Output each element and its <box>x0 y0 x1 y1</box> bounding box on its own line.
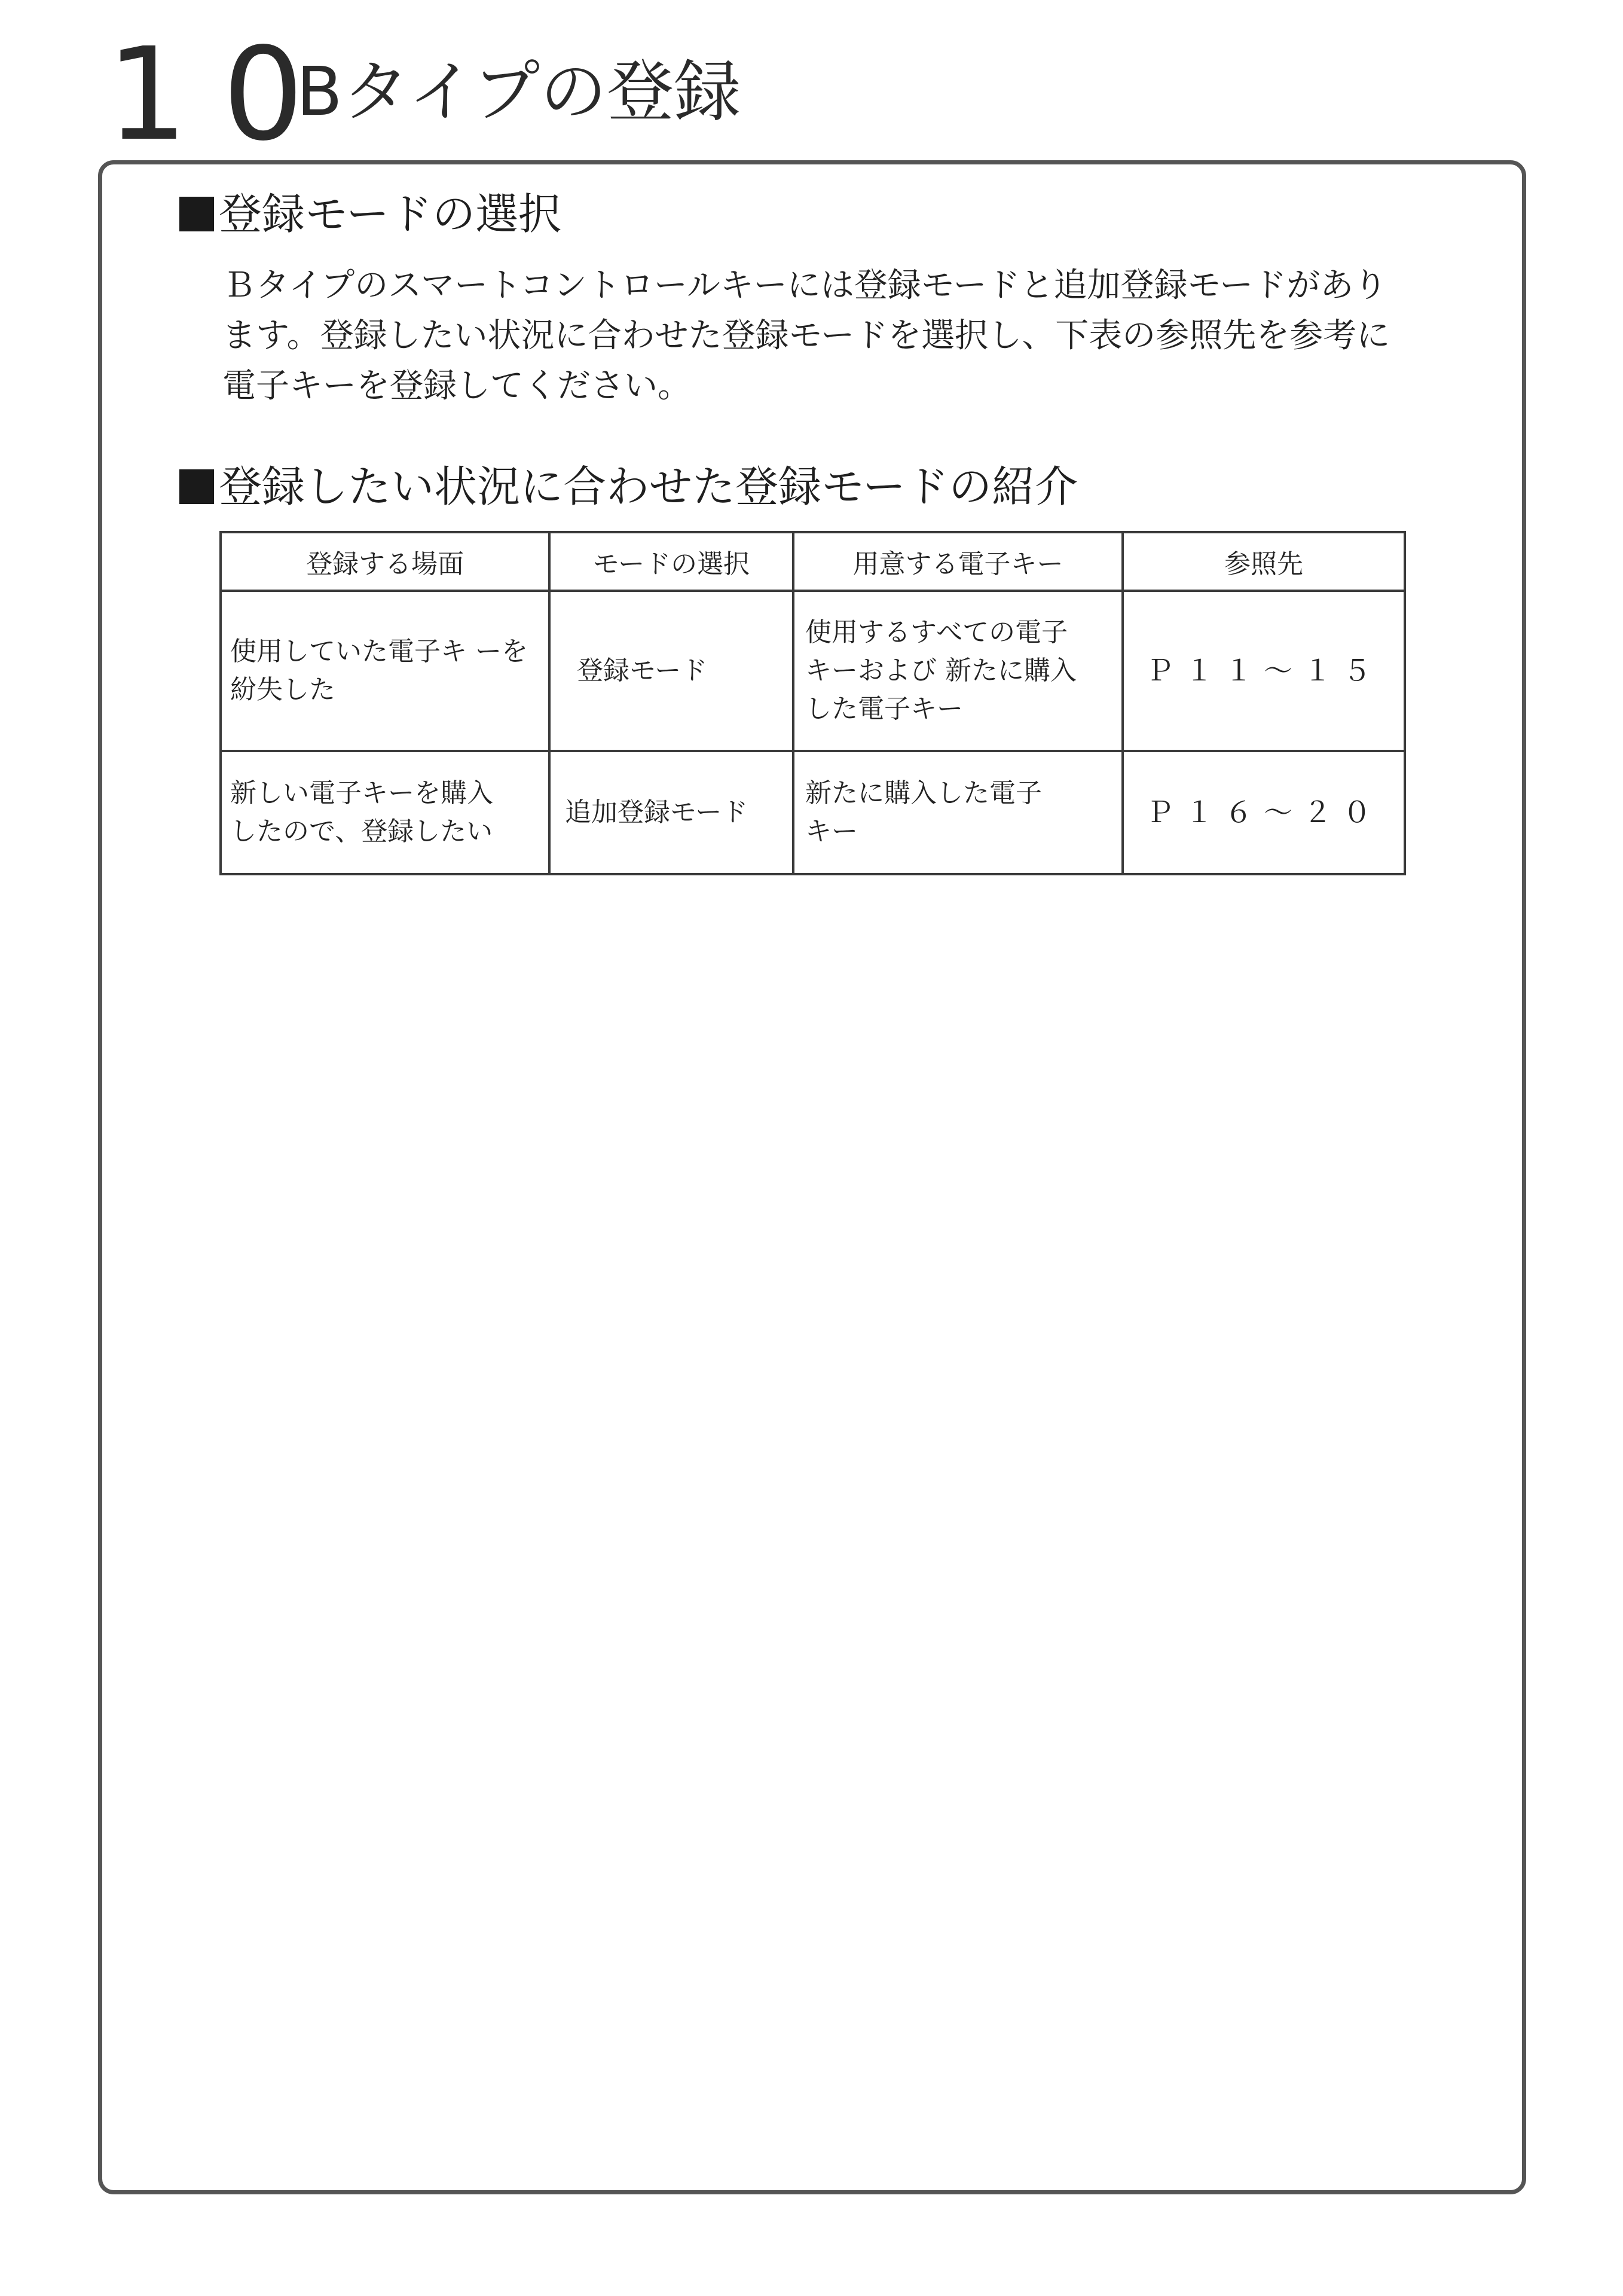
table-header-row <box>221 532 1405 591</box>
cell-scene <box>221 591 549 751</box>
cell-text: 使用するすべての電子 キーおよび 新たに購入 した電子キー <box>805 617 1077 724</box>
cell-reference <box>1123 591 1405 751</box>
square-bullet-icon <box>179 469 214 504</box>
section-heading-text: 登録モードの選択 <box>219 189 562 239</box>
table-row <box>221 751 1405 874</box>
cell-mode <box>549 751 793 874</box>
cell-text: 追加登録モード <box>565 797 748 828</box>
cell-text: Ｐ１６～２０ <box>1145 796 1382 829</box>
cell-keys <box>793 751 1123 874</box>
intro-line: 電子キーを登録してください。 <box>222 367 691 405</box>
cell-keys <box>793 591 1123 751</box>
registration-mode-table <box>219 531 1406 875</box>
cell-reference <box>1123 751 1405 874</box>
cell-text: 使用していた電子キ ーを 紛失した <box>230 636 528 705</box>
page-title: Bタイプの登録 <box>297 53 741 131</box>
cell-text: Ｐ１１～１５ <box>1145 654 1382 688</box>
column-header-scene: 登録する場面 <box>221 532 549 591</box>
cell-text: 新しい電子キーを購入 したので、登録したい <box>230 778 493 847</box>
cell-text: 新たに購入した電子 キー <box>805 778 1042 847</box>
intro-paragraph <box>222 261 1490 411</box>
section-heading-mode-select <box>179 189 562 239</box>
square-bullet-icon <box>179 197 214 231</box>
intro-line: ます。登録したい状況に合わせた登録モードを選択し、下表の参照先を参考に <box>222 316 1390 355</box>
column-header-mode: モードの選択 <box>549 532 793 591</box>
cell-text: 登録モード <box>577 655 708 686</box>
section-heading-text: 登録したい状況に合わせた登録モードの紹介 <box>219 462 1078 512</box>
cell-scene <box>221 751 549 874</box>
table-row <box>221 591 1405 751</box>
page-number: 10 <box>106 20 339 169</box>
column-header-reference: 参照先 <box>1123 532 1405 591</box>
column-header-keys: 用意する電子キー <box>793 532 1123 591</box>
intro-line: Ｂタイプのスマートコントロールキーには登録モードと追加登録モードがあり <box>222 266 1387 305</box>
section-heading-mode-intro <box>179 462 1078 512</box>
cell-mode <box>549 591 793 751</box>
